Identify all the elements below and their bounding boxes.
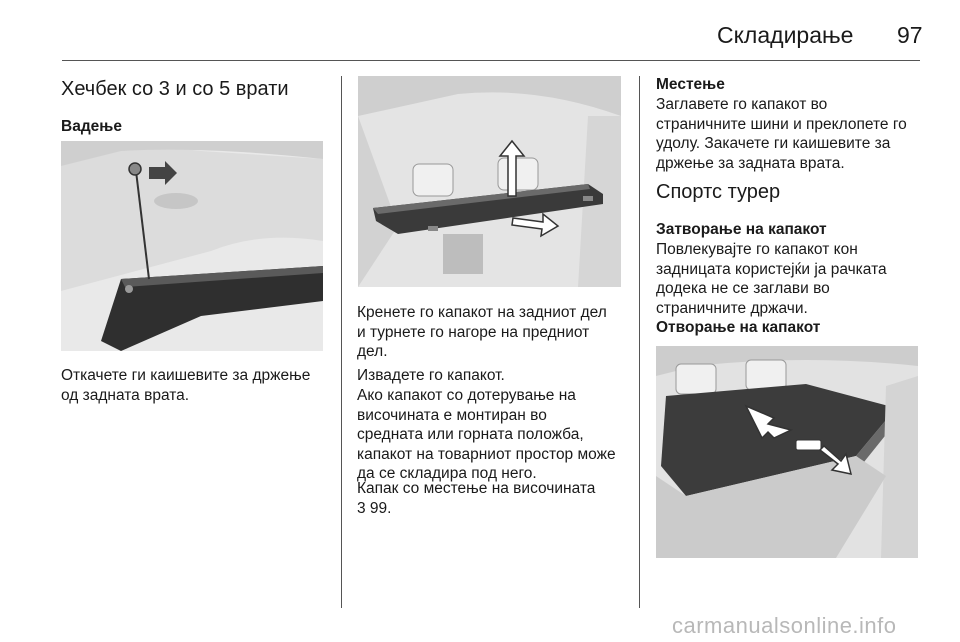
text-line: 3 99. — [357, 499, 392, 517]
text-lift-cover — [357, 303, 607, 362]
figure-strap-detach — [61, 141, 323, 351]
page-header-title: Складирање — [717, 22, 854, 48]
text-line: капакот на товарниот простор може — [357, 445, 616, 463]
text-line: Ако капакот со дотерување на — [357, 387, 576, 404]
text-line: Капак со местење на височината — [357, 480, 596, 497]
text-line: да се складира под него. — [357, 465, 537, 482]
text-line: Кренете го капакот на задниот дел — [357, 304, 607, 321]
text-store-cover — [357, 386, 616, 484]
header-rule — [62, 60, 920, 61]
text-detach-straps — [61, 366, 310, 405]
text-line: Извадете го капакот. — [357, 367, 505, 384]
text-installation — [656, 95, 907, 173]
text-line: и турнете го нагоре на предниот — [357, 323, 590, 341]
text-height-adjust-ref — [357, 479, 595, 518]
page-number: 97 — [897, 22, 923, 48]
text-remove-cover — [357, 366, 505, 386]
text-line: средната или горната положба, — [357, 426, 584, 443]
text-line: додека не се заглави во — [656, 280, 830, 297]
figure-open-cover — [656, 346, 918, 558]
subheading-open-cover: Отворање на капакот — [656, 319, 821, 336]
text-line: височината е монтиран во — [357, 406, 547, 424]
section-heading-hatchback: Хечбек со 3 и со 5 врати — [61, 78, 289, 100]
subheading-installation: Местење — [656, 76, 725, 93]
subheading-close-cover: Затворање на капакот — [656, 221, 827, 238]
section-heading-sports-tourer: Спортс турер — [656, 181, 781, 203]
text-line: Заглавете го капакот во — [656, 96, 828, 113]
text-line: страничните држачи. — [656, 299, 808, 317]
text-line: удолу. Закачете ги каишевите за — [656, 135, 891, 152]
text-line: држење за задната врата. — [656, 154, 845, 172]
text-line: Откачете ги каишевите за држење — [61, 367, 311, 384]
text-line: Повлекувајте го капакот кон — [656, 241, 858, 258]
figure-lift-cover — [358, 76, 621, 287]
text-line: страничните шини и преклопете го — [656, 115, 907, 133]
column-divider-left — [341, 76, 342, 608]
text-line: задницата користејќи ја рачката — [656, 260, 887, 278]
text-line: дел. — [357, 343, 388, 360]
watermark: carmanualsonline.info — [672, 613, 897, 638]
text-close-cover — [656, 240, 887, 318]
subheading-removal: Вадење — [61, 118, 122, 135]
text-line: од задната врата. — [61, 386, 190, 404]
column-divider-right — [639, 76, 640, 608]
